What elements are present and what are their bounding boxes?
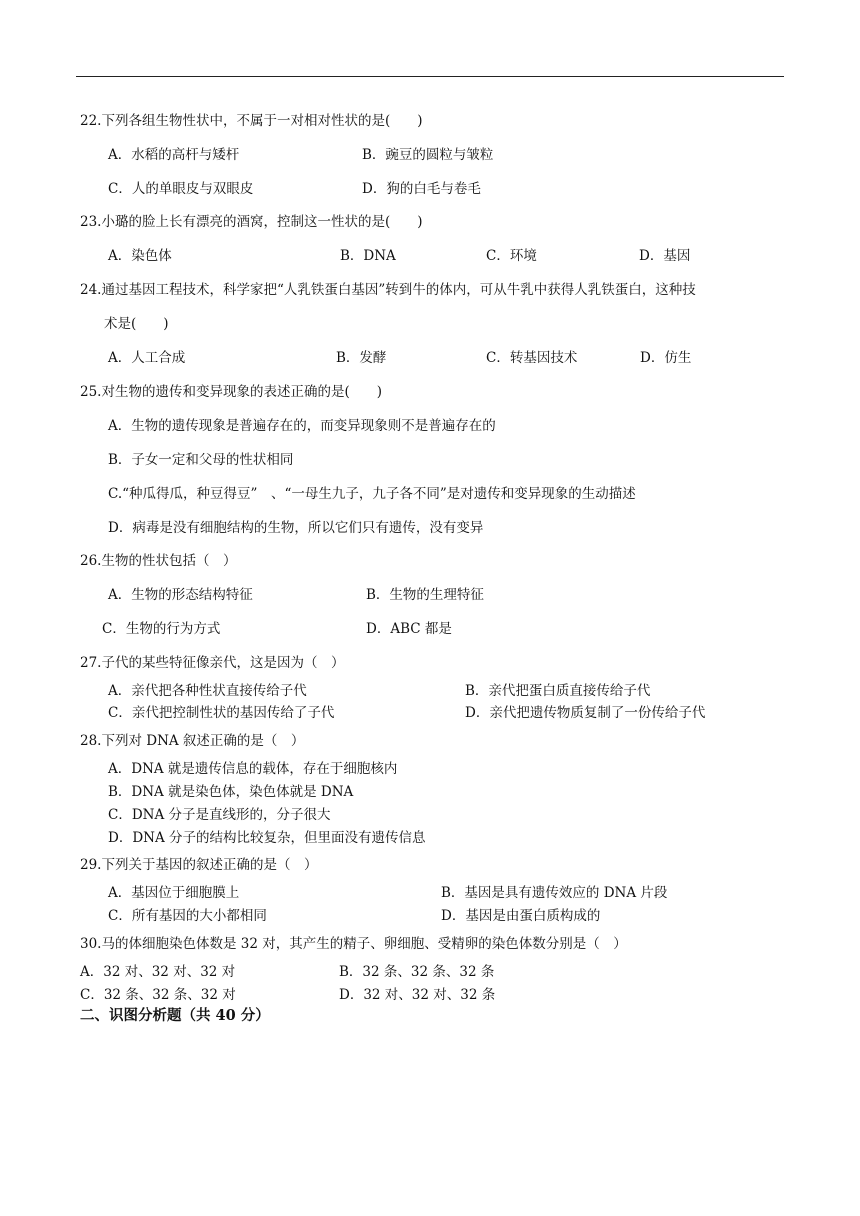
- question-22-stem: 22.下列各组生物性状中，不属于一对相对性状的是( ): [80, 113, 423, 129]
- question-30-option-d: D．32 对、32 对、32 条: [339, 987, 496, 1003]
- question-29-option-b: B．基因是具有遗传效应的 DNA 片段: [441, 885, 668, 901]
- question-26-stem: 26.生物的性状包括（ ）: [80, 553, 237, 569]
- question-27-option-c: C．亲代把控制性状的基因传给了子代: [108, 705, 335, 721]
- question-29-option-a: A．基因位于细胞膜上: [108, 885, 240, 901]
- question-24-option-d: D．仿生: [640, 350, 692, 366]
- question-23-option-d: D．基因: [639, 248, 691, 264]
- question-23-stem: 23.小璐的脸上长有漂亮的酒窝，控制这一性状的是( ): [80, 214, 423, 230]
- question-29-stem: 29.下列关于基因的叙述正确的是（ ）: [80, 857, 318, 873]
- question-23-option-b: B．DNA: [340, 248, 396, 264]
- question-22-option-d: D．狗的白毛与卷毛: [362, 181, 481, 197]
- question-26-option-d: D．ABC 都是: [366, 621, 452, 637]
- question-28-option-b: B．DNA 就是染色体，染色体就是 DNA: [108, 784, 354, 800]
- question-23-option-a: A．染色体: [108, 248, 172, 264]
- question-22-option-b: B．豌豆的圆粒与皱粒: [362, 147, 494, 163]
- question-26-option-b: B．生物的生理特征: [366, 587, 484, 603]
- question-24-stem-continued: 术是( ): [104, 316, 169, 332]
- question-23-option-c: C．环境: [486, 248, 537, 264]
- question-24-option-c: C．转基因技术: [486, 350, 578, 366]
- question-24-option-a: A．人工合成: [108, 350, 186, 366]
- question-26-option-a: A．生物的形态结构特征: [108, 587, 253, 603]
- question-28-stem: 28.下列对 DNA 叙述正确的是（ ）: [80, 733, 305, 749]
- question-27-option-a: A．亲代把各种性状直接传给子代: [108, 683, 307, 699]
- question-25-option-a: A．生物的遗传现象是普遍存在的，而变异现象则不是普遍存在的: [108, 418, 496, 434]
- question-28-option-a: A．DNA 就是遗传信息的载体，存在于细胞核内: [108, 761, 398, 777]
- question-25-option-d: D．病毒是没有细胞结构的生物，所以它们只有遗传，没有变异: [108, 520, 484, 536]
- question-27-stem: 27.子代的某些特征像亲代，这是因为（ ）: [80, 655, 345, 671]
- question-30-option-a: A．32 对、32 对、32 对: [80, 964, 236, 980]
- question-28-option-d: D．DNA 分子的结构比较复杂，但里面没有遗传信息: [108, 830, 426, 846]
- question-30-option-b: B．32 条、32 条、32 条: [339, 964, 495, 980]
- question-25-option-b: B．子女一定和父母的性状相同: [108, 452, 294, 468]
- question-24-option-b: B．发酵: [336, 350, 387, 366]
- question-22-option-a: A．水稻的高杆与矮杆: [108, 147, 240, 163]
- question-26-option-c: C．生物的行为方式: [102, 621, 221, 637]
- question-25-option-c: C.“种瓜得瓜，种豆得豆” 、“一母生九子，九子各不同”是对遗传和变异现象的生动描述: [108, 486, 636, 502]
- section-heading: 二、识图分析题（共 40 分）: [80, 1007, 270, 1024]
- question-27-option-d: D．亲代把遗传物质复制了一份传给子代: [465, 705, 706, 721]
- question-25-stem: 25.对生物的遗传和变异现象的表述正确的是( ): [80, 384, 383, 400]
- question-28-option-c: C．DNA 分子是直线形的，分子很大: [108, 807, 331, 823]
- question-30-stem: 30.马的体细胞染色体数是 32 对，其产生的精子、卵细胞、受精卵的染色体数分别是（ ）: [80, 936, 627, 952]
- question-29-option-c: C．所有基因的大小都相同: [108, 908, 267, 924]
- question-24-stem: 24.通过基因工程技术，科学家把“人乳铁蛋白基因”转到牛的体内，可从牛乳中获得人乳铁蛋白，这种技: [80, 282, 696, 298]
- header-rule: [76, 76, 784, 77]
- question-29-option-d: D．基因是由蛋白质构成的: [441, 908, 601, 924]
- question-27-option-b: B．亲代把蛋白质直接传给子代: [465, 683, 651, 699]
- question-30-option-c: C．32 条、32 条、32 对: [80, 987, 236, 1003]
- question-22-option-c: C．人的单眼皮与双眼皮: [108, 181, 254, 197]
